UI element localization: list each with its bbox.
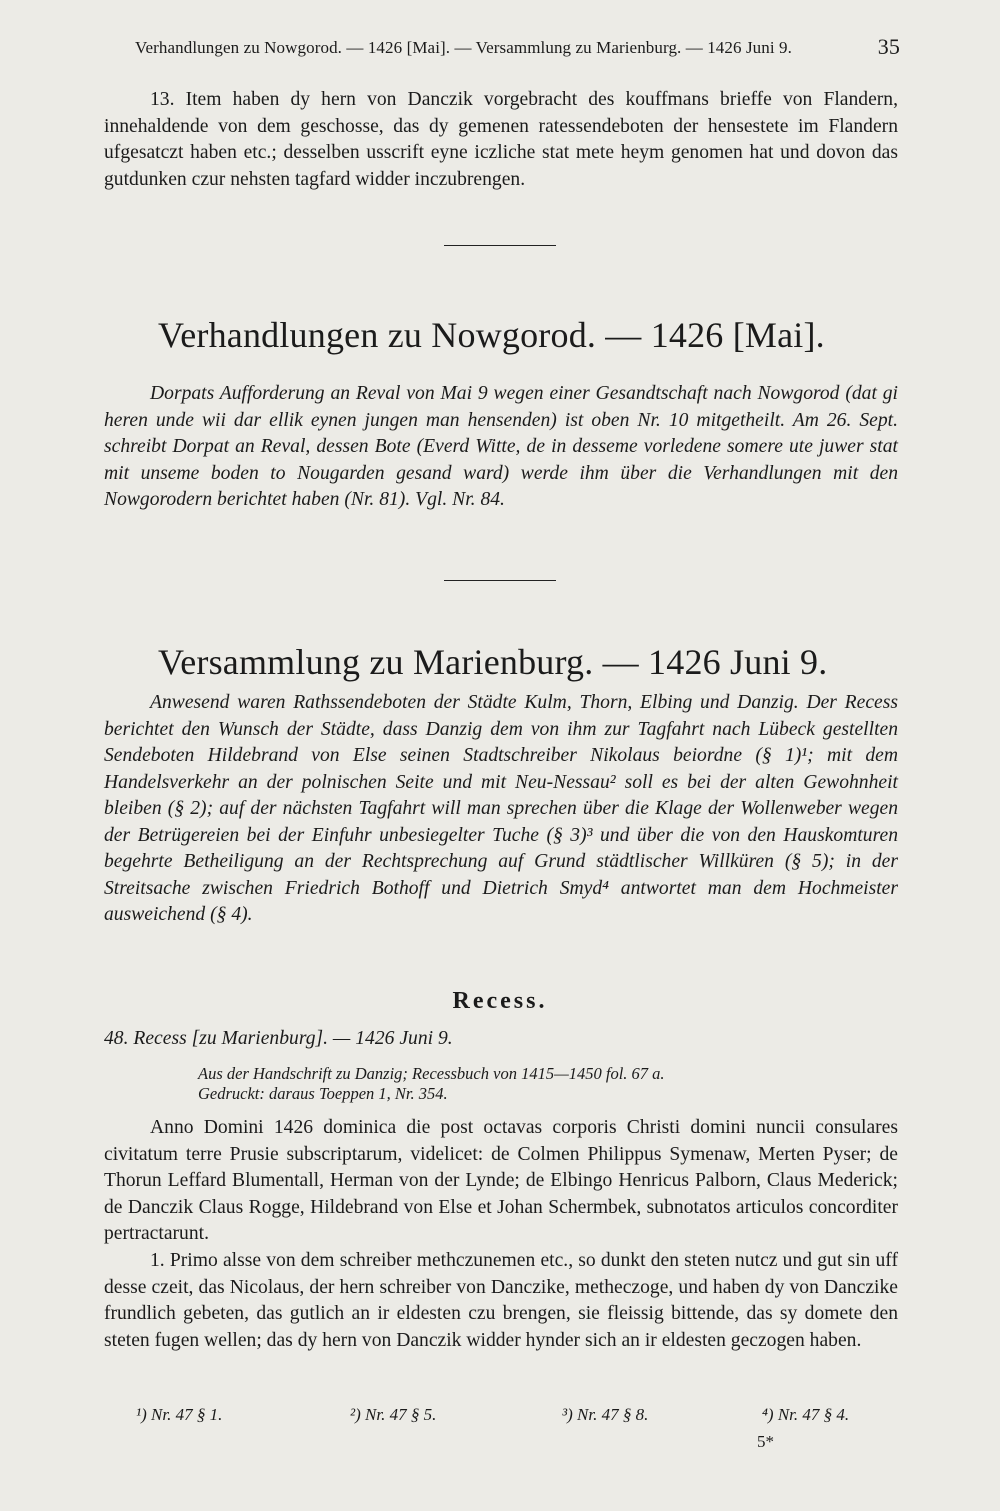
recess-heading: Recess. [452,988,548,1014]
recess-article-1-block [104,1248,898,1354]
footnote-4: ⁴) Nr. 47 § 4. [762,1405,850,1424]
marienburg-block [104,690,898,929]
recess-intro-paragraph: Anno Domini 1426 dominica die post octavas corporis Christi domini nuncii consulares civitatum terre Prusie subscriptarum, videlicet: de Colmen Philippus Symenaw, Merten Pyser; de Thorun Leffard Blumentall, Herman von der Lynde; de Elbingo Henricus Palborn, Claus Mederick; de Danczik Claus Rogge, Hildebrand von Else et Johan Schermbek, subnotatos articulos concorditer pertractarunt. [104,1117,898,1244]
marienburg-paragraph: Anwesend waren Rathssendeboten der Städte Kulm, Thorn, Elbing und Danzig. Der Recess berichtet den Wunsch der Städte, dass Danzig dem von ihm zur Tagfahrt nach Lübeck gestellten Sendeboten Hildebrand von Else seinen Stadtschreiber Nikolaus beiordne (§ 1)¹; mit dem Handelsverkehr an der polnischen Seite und mit Neu-Nessau² soll es bei der alten Gewohnheit bleiben (§ 2); auf der nächsten Tagfahrt will man sprechen über die Klage der Wollenweber wegen der Betrügereien bei der Einfuhr unbesiegelter Tuche (§ 3)³ und über die von den Hauskomturen begehrte Betheiligung an der Rechtsprechung auf Grund städtlischer Willküren (§ 5); in der Streitsache zwischen Friedrich Bothoff und Dietrich Smyd⁴ antwortet man dem Hochmeister ausweichend (§ 4). [104,692,898,925]
recess-article-1: 1. Primo alsse von dem schreiber methczunemen etc., so dunkt den steten nutcz und gut sin uff desse czeit, das Nicolaus, der hern schreiber von Danczike, metheczoge, und haben dy von Danczike frundlich gebeten, das gutlich an ir eldesten czu brengen, sie fleissig bittende, das sy domete den steten fugen wellen; das dy hern von Danczik widder hynder sich an ir eldesten geczogen haben. [104,1250,898,1351]
footnote-3: ³) Nr. 47 § 8. [562,1405,649,1424]
source-note-2: Gedruckt: daraus Toeppen 1, Nr. 354. [198,1084,448,1103]
footnote-2: ²) Nr. 47 § 5. [350,1405,437,1424]
nowgorod-block [104,381,898,514]
paragraph-13-block [104,87,898,193]
section-divider [444,245,556,246]
recess-intro-block [104,1115,898,1248]
footnote-1: ¹) Nr. 47 § 1. [136,1405,223,1424]
page-number: 35 [877,34,900,59]
signature-mark: 5* [757,1432,774,1451]
section-heading-nowgorod: Verhandlungen zu Nowgorod. — 1426 [Mai]. [158,315,825,355]
section-heading-marienburg: Versammlung zu Marienburg. — 1426 Juni 9. [158,642,828,682]
running-head [135,34,900,59]
document-title: 48. Recess [zu Marienburg]. — 1426 Juni 9. [104,1028,453,1049]
running-head-text: Verhandlungen zu Nowgorod. — 1426 [Mai]. — Versammlung zu Marienburg. — 1426 Juni 9. [135,38,792,57]
section-divider [444,580,556,581]
paragraph-13: 13. Item haben dy hern von Danczik vorgebracht des kouffmans brieffe von Flandern, innehaldende von dem geschosse, das dy gemenen ratessendeboten der hensestete im Flandern ufgesatczt haben etc.; desselben usscrift eyne iczliche stat mete heym genomen hat und dovon das gutdunken czur nehsten tagfard widder inczubrengen. [104,89,898,190]
source-note-1: Aus der Handschrift zu Danzig; Recessbuch von 1415—1450 fol. 67 a. [198,1064,665,1083]
nowgorod-paragraph: Dorpats Aufforderung an Reval von Mai 9 wegen einer Gesandtschaft nach Nowgorod (dat gi heren unde wii dar ellik eynen jungen man hensenden) ist oben Nr. 10 mitgetheilt. Am 26. Sept. schreibt Dorpat an Reval, dessen Bote (Everd Witte, de in desseme vorledene somere ute juwer stat mit unseme boden to Nougarden gesand ward) werde ihm über die Verhandlungen mit den Nowgorodern berichtet haben (Nr. 81). Vgl. Nr. 84. [104,383,898,510]
